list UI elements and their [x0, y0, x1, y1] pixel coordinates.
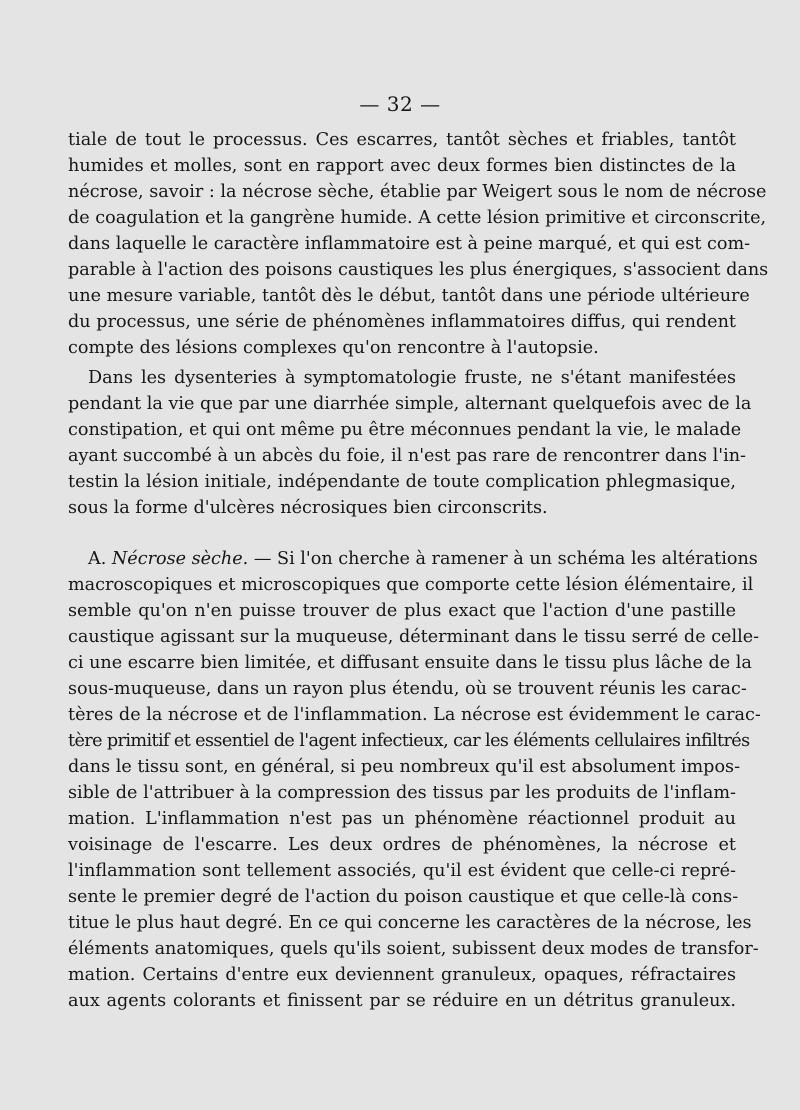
text-line: mation. L'inflammation n'est pas un phénomène réactionnel produit au	[68, 809, 736, 829]
text-line: parable à l'action des poisons caustiques les plus énergiques, s'associent dans	[68, 260, 769, 280]
text-line: nécrose, savoir : la nécrose sèche, établie par Weigert sous le nom de nécrose	[68, 182, 767, 202]
text-line: ci une escarre bien limitée, et diffusant ensuite dans le tissu plus lâche de la	[68, 653, 752, 673]
text-line: constipation, et qui ont même pu être méconnues pendant la vie, le malade	[68, 420, 742, 440]
text-line: ayant succombé à un abcès du foie, il n'est pas rare de rencontrer dans l'in-	[68, 446, 746, 466]
text-line: caustique agissant sur la muqueuse, déterminant dans le tissu serré de celle-	[68, 627, 760, 647]
text-line: testin la lésion initiale, indépendante de toute complication phlegmasique,	[68, 472, 736, 492]
text-line: du processus, une série de phénomènes inflammatoires diffus, qui rendent	[68, 312, 736, 332]
text-line: tère primitif et essentiel de l'agent infectieux, car les éléments cellulaires infiltrés	[68, 731, 750, 751]
section-title: Nécrose sèche.	[111, 549, 249, 569]
text-line: mation. Certains d'entre eux deviennent granuleux, opaques, réfractaires	[68, 965, 736, 985]
text-line: sous-muqueuse, dans un rayon plus étendu, où se trouvent réunis les carac-	[68, 679, 747, 699]
text-line: dans le tissu sont, en général, si peu nombreux qu'il est absolument impos-	[68, 757, 741, 777]
text-line: titue le plus haut degré. En ce qui concerne les caractères de la nécrose, les	[68, 913, 752, 933]
text-line: compte des lésions complexes qu'on rencontre à l'autopsie.	[68, 338, 599, 358]
text-line: l'inflammation sont tellement associés, qu'il est évident que celle-ci repré-	[68, 861, 736, 881]
section-first-line-text: — Si l'on cherche à ramener à un schéma les altérations	[253, 549, 758, 569]
text-line: sous la forme d'ulcères nécrosiques bien circonscrits.	[68, 498, 548, 518]
text-line: aux agents colorants et finissent par se réduire en un détritus granuleux.	[68, 991, 736, 1011]
text-line: tères de la nécrose et de l'inflammation. La nécrose est évidemment le carac-	[68, 705, 761, 725]
text-line: pendant la vie que par une diarrhée simple, alternant quelquefois avec de la	[68, 394, 752, 414]
text-line: voisinage de l'escarre. Les deux ordres de phénomènes, la nécrose et	[68, 835, 736, 855]
section-letter: A.	[88, 549, 107, 569]
text-line: humides et molles, sont en rapport avec deux formes bien distinctes de la	[68, 156, 736, 176]
text-line: sible de l'attribuer à la compression des tissus par les produits de l'inflam-	[68, 783, 736, 803]
text-line: de coagulation et la gangrène humide. A cette lésion primitive et circonscrite,	[68, 208, 767, 228]
text-line: tiale de tout le processus. Ces escarres, tantôt sèches et friables, tantôt	[68, 130, 736, 150]
page-number: — 32 —	[359, 92, 441, 116]
text-line: macroscopiques et microscopiques que comporte cette lésion élémentaire, il	[68, 575, 754, 595]
text-line: une mesure variable, tantôt dès le début, tantôt dans une période ultérieure	[68, 286, 750, 306]
section-heading-line	[88, 546, 758, 572]
text-line: dans laquelle le caractère inflammatoire est à peine marqué, et qui est com-	[68, 234, 751, 254]
text-line: éléments anatomiques, quels qu'ils soient, subissent deux modes de transfor-	[68, 939, 759, 959]
text-line: Dans les dysenteries à symptomatologie fruste, ne s'étant manifestées	[88, 368, 736, 388]
text-line: sente le premier degré de l'action du poison caustique et que celle-là cons-	[68, 887, 739, 907]
text-line: semble qu'on n'en puisse trouver de plus exact que l'action d'une pastille	[68, 601, 736, 621]
